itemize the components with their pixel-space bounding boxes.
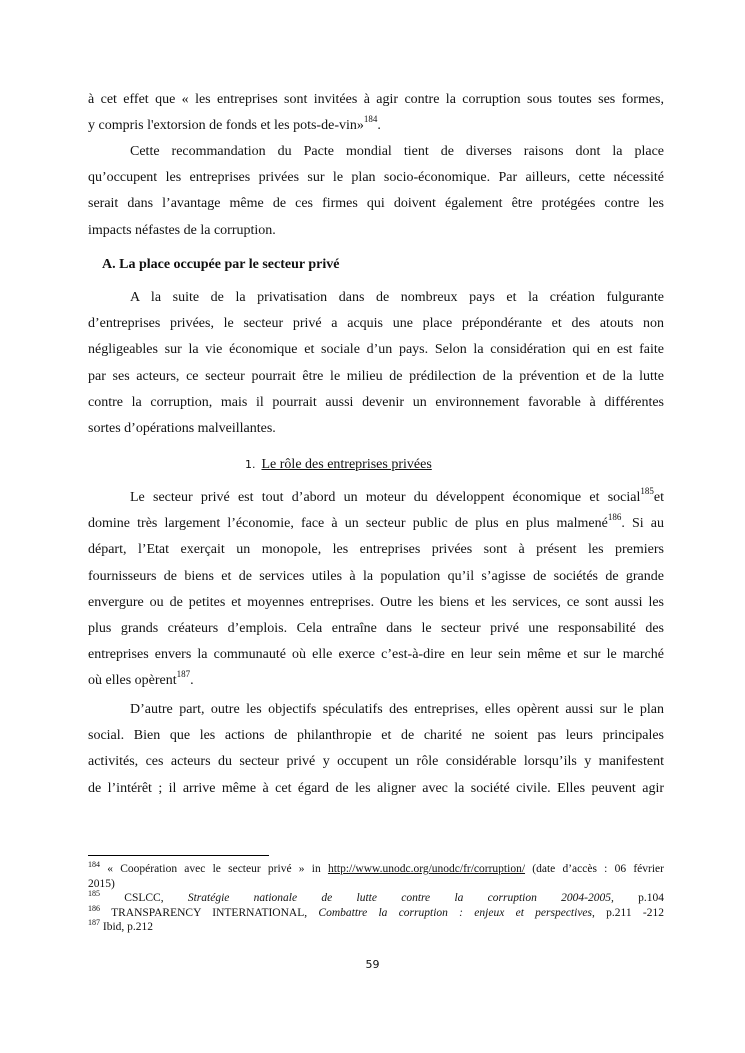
text-line — [88, 776, 664, 802]
text-run: 2015) — [88, 877, 115, 890]
text-run: , p.211 -212 — [592, 906, 664, 919]
text-line — [88, 285, 664, 311]
text-run: d’entreprises privées, le secteur privé a acquis une place prépondérante et des atouts non — [88, 316, 664, 332]
text-run: « Coopération avec le secteur privé » in — [100, 863, 328, 875]
text-line — [88, 903, 664, 921]
text-line — [88, 87, 664, 113]
text-run: de l’intérêt ; il arrive même à cet égard de les aligner avec la société civile. Elles peuvent agir — [88, 780, 664, 796]
text-line — [88, 511, 664, 537]
paragraph-5 — [88, 697, 664, 802]
text-run: y compris l'extorsion de fonds et les pots-de-vin» — [88, 118, 364, 134]
subsection-heading — [245, 457, 432, 473]
text-line — [88, 311, 664, 337]
text-line — [88, 891, 664, 906]
text-run: par ses acteurs, ce secteur pourrait être le milieu de prédilection de la prévention et de la lutte — [88, 368, 664, 384]
text-run: entreprises envers la communauté où elle exerce c’est-à-dire en leur sein même et sur le marché — [88, 647, 664, 663]
paragraph-4 — [88, 485, 664, 695]
text-run: p.104 — [613, 892, 664, 905]
subsection-title: Le rôle des entreprises privées — [261, 457, 432, 472]
text-run: fournisseurs de biens et de services utiles à la population qu’il s’agisse de sociétés de grande — [88, 568, 664, 584]
text-line — [88, 113, 664, 139]
text-run: TRANSPARENCY INTERNATIONAL, — [100, 906, 319, 919]
text-run: sortes d’opérations malveillantes. — [88, 420, 276, 436]
text-line — [88, 218, 664, 244]
text-line — [88, 416, 664, 442]
footnote-ref: 187 — [88, 918, 100, 928]
text-line — [88, 165, 664, 191]
footnote-ref: 186 — [88, 903, 100, 913]
text-run: contre la corruption, mais il pourrait aussi devenir un environnement favorable à différentes — [88, 394, 664, 410]
paragraph-1 — [88, 87, 664, 139]
text-run: domine très largement l’économie, face à un secteur public de plus en plus malmené — [88, 516, 608, 532]
text-run: Stratégie nationale de lutte contre la corruption 2004-2005, — [187, 892, 614, 905]
text-line — [88, 749, 664, 775]
text-line — [88, 390, 664, 416]
text-run: et — [653, 490, 664, 505]
footnote-ref: 187 — [176, 669, 191, 680]
text-run: plus grands créateurs d’emplois. Cela entraîne dans le secteur privé une responsabilité des — [88, 620, 664, 636]
footnote-link[interactable]: http://www.unodc.org/unodc/fr/corruption/ — [327, 863, 526, 875]
text-line — [88, 668, 664, 694]
text-run: qu’occupent les entreprises privées sur le plan socio-économique. Par ailleurs, cette nécessité — [88, 170, 664, 186]
footnote-separator — [88, 855, 269, 856]
paragraph-3 — [88, 285, 664, 442]
section-heading-a: A. La place occupée par le secteur privé — [102, 257, 340, 272]
text-run: D’autre part, outre les objectifs spéculatifs des entreprises, elles opèrent aussi sur le plan — [130, 702, 664, 717]
text-line — [88, 139, 664, 165]
text-line — [88, 877, 664, 892]
text-line — [88, 364, 664, 390]
text-run: Cette recommandation du Pacte mondial tient de diverses raisons dont la place — [130, 144, 664, 159]
footnote-ref: 186 — [607, 512, 622, 523]
text-run: . Si au — [621, 516, 665, 532]
text-line — [88, 697, 664, 723]
text-run: A la suite de la privatisation dans de nombreux pays et la création fulgurante — [130, 290, 664, 305]
page-number: 59 — [365, 958, 380, 971]
text-run: . — [377, 118, 381, 134]
text-run: à cet effet que « les entreprises sont invitées à agir contre la corruption sous toutes ses formes, — [88, 92, 664, 107]
text-line — [88, 564, 664, 590]
text-line — [88, 862, 664, 877]
text-line — [88, 616, 664, 642]
text-run: Le secteur privé est tout d’abord un moteur du développent économique et social — [130, 490, 641, 505]
text-line — [88, 920, 664, 935]
text-run: activités, ces acteurs du secteur privé y occupent un rôle considérable lorsqu’ils y manifestent — [88, 754, 664, 770]
text-line — [88, 537, 664, 563]
text-run: où elles opèrent — [88, 673, 177, 689]
text-line — [88, 642, 664, 668]
footnote-ref: 184 — [88, 860, 100, 869]
text-line — [88, 191, 664, 217]
footnote-ref: 185 — [88, 889, 100, 899]
footnotes — [88, 862, 664, 935]
subsection-number: 1. — [245, 458, 256, 471]
text-run: Combattre la corruption : enjeux et perspectives — [318, 906, 593, 919]
text-line — [88, 337, 664, 363]
text-run: social. Bien que les actions de philanthropie et de charité ne soient pas leurs principales — [88, 728, 664, 744]
text-run: serait dans l’avantage même de ces firmes qui doivent également être protégées contre les — [88, 196, 664, 212]
footnote-ref: 184 — [363, 114, 378, 125]
text-line — [88, 485, 664, 511]
text-run: CSLCC, — [100, 892, 188, 905]
text-run: (date d’accès : 06 février — [525, 863, 664, 875]
text-run: Ibid, p.212 — [100, 921, 154, 934]
text-line — [88, 590, 664, 616]
paragraph-2 — [88, 139, 664, 244]
text-run: envergure ou de petites et moyennes entreprises. Outre les biens et les services, ce sont aussi les — [88, 594, 664, 610]
text-run: . — [190, 673, 194, 689]
text-run: négligeables sur la vie économique et sociale d’un pays. Selon la considération qui en est faite — [88, 342, 664, 358]
text-line — [88, 723, 664, 749]
text-run: impacts néfastes de la corruption. — [88, 222, 276, 238]
footnote-ref: 185 — [640, 486, 654, 496]
text-run: départ, l’Etat exerçait un monopole, les entreprises privées sont à présent les premiers — [88, 542, 664, 558]
